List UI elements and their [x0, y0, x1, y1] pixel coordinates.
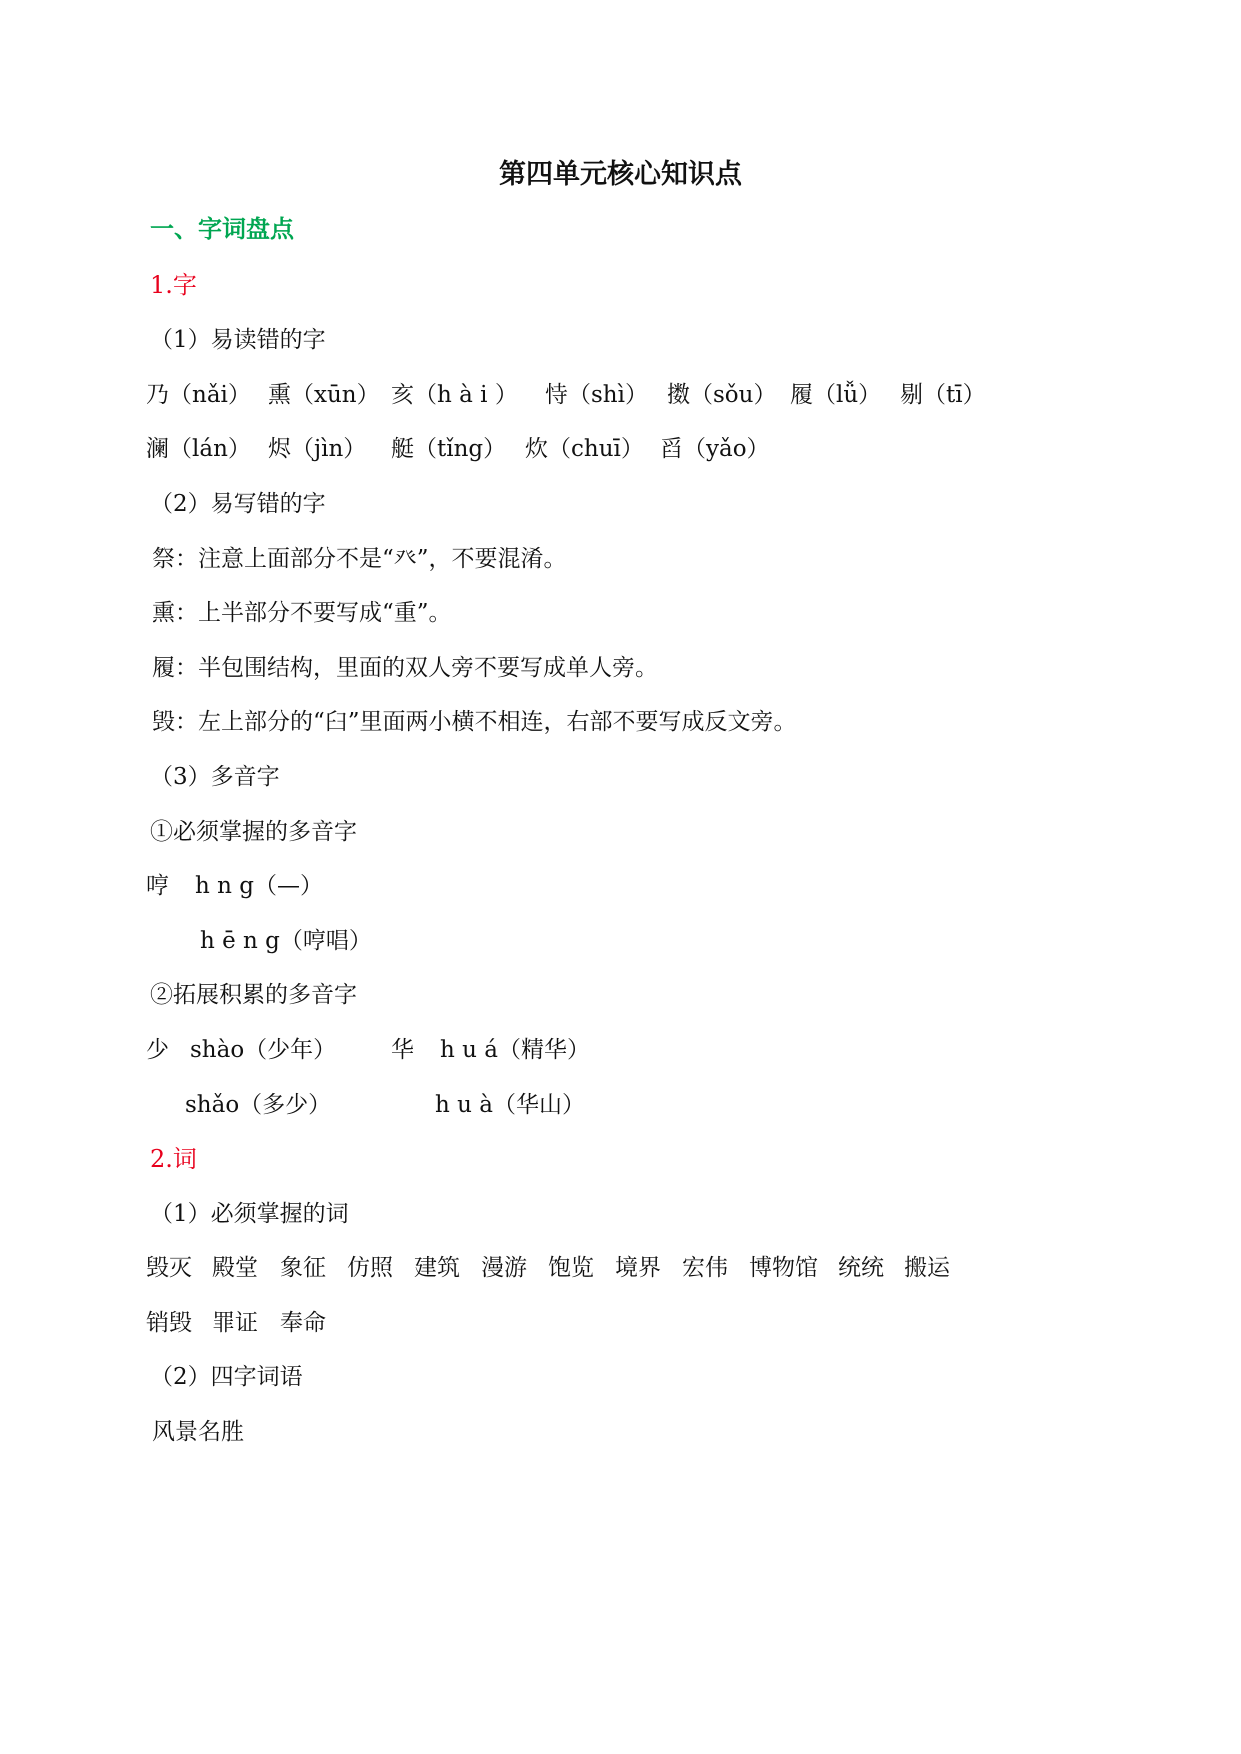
- easy-write-item: 履：半包围结构，里面的双人旁不要写成单人旁。: [152, 655, 658, 681]
- page-title: 第四单元核心知识点: [499, 159, 742, 190]
- polyphone-char: 少: [146, 1037, 169, 1063]
- easy-read-heading: （1）易读错的字: [150, 327, 326, 353]
- subsection-heading-characters: 1.字: [150, 271, 197, 299]
- easy-write-item: 祭：注意上面部分不是“癶”，不要混淆。: [152, 546, 567, 572]
- vocab-word: 罪证: [212, 1310, 258, 1336]
- vocab-word: 奉命: [280, 1310, 326, 1336]
- extend-polyphone-heading: ②拓展积累的多音字: [150, 982, 357, 1008]
- vocab-word: 博物馆: [749, 1255, 818, 1281]
- easy-read-item: 乃（nǎi）: [146, 382, 251, 408]
- easy-read-item: 擞（sǒu）: [667, 382, 777, 408]
- vocab-word: 建筑: [414, 1255, 460, 1281]
- vocab-word: 仿照: [347, 1255, 393, 1281]
- easy-read-item: 烬（jìn）: [268, 436, 367, 462]
- easy-read-item: 恃（shì）: [545, 382, 648, 408]
- easy-write-item: 毁：左上部分的“臼”里面两小横不相连，右部不要写成反文旁。: [152, 709, 797, 735]
- vocab-word: 毁灭: [146, 1255, 192, 1281]
- polyphone-reading: h u à（华山）: [435, 1092, 585, 1118]
- easy-write-heading: （2）易写错的字: [150, 491, 326, 517]
- easy-read-item: 舀（yǎo）: [660, 436, 770, 462]
- vocab-word: 境界: [615, 1255, 661, 1281]
- polyphone-reading: shào（少年）: [190, 1037, 337, 1063]
- vocab-word: 宏伟: [682, 1255, 728, 1281]
- vocab-word: 殿堂: [212, 1255, 258, 1281]
- easy-read-item: 艇（tǐng）: [391, 436, 507, 462]
- polyphone-char: 哼: [146, 873, 169, 899]
- polyphone-reading: shǎo（多少）: [185, 1092, 332, 1118]
- vocab-word: 搬运: [904, 1255, 950, 1281]
- vocab-word: 统统: [838, 1255, 884, 1281]
- vocab-word: 漫游: [481, 1255, 527, 1281]
- easy-read-item: 炊（chuī）: [525, 436, 644, 462]
- easy-read-item: 亥（h à i ）: [391, 382, 518, 408]
- vocab-word: 饱览: [548, 1255, 594, 1281]
- easy-read-item: 履（lǚ）: [790, 382, 882, 408]
- four-char-word: 风景名胜: [152, 1419, 244, 1445]
- polyphone-heading: （3）多音字: [150, 764, 280, 790]
- polyphone-reading: h u á（精华）: [440, 1037, 590, 1063]
- easy-read-item: 剔（tī）: [900, 382, 986, 408]
- section-heading-vocabulary: 一、字词盘点: [150, 215, 294, 243]
- easy-read-item: 澜（lán）: [146, 436, 251, 462]
- four-char-heading: （2）四字词语: [150, 1364, 303, 1390]
- easy-write-item: 熏：上半部分不要写成“重”。: [152, 600, 452, 626]
- easy-read-item: 熏（xūn）: [268, 382, 380, 408]
- must-polyphone-heading: ①必须掌握的多音字: [150, 819, 357, 845]
- subsection-heading-words: 2.词: [150, 1145, 197, 1173]
- polyphone-char: 华: [391, 1037, 414, 1063]
- polyphone-reading: h ē n g（哼唱）: [200, 928, 372, 954]
- must-words-heading: （1）必须掌握的词: [150, 1201, 349, 1227]
- polyphone-reading: h n g（—）: [195, 873, 323, 899]
- vocab-word: 销毁: [146, 1310, 192, 1336]
- vocab-word: 象征: [280, 1255, 326, 1281]
